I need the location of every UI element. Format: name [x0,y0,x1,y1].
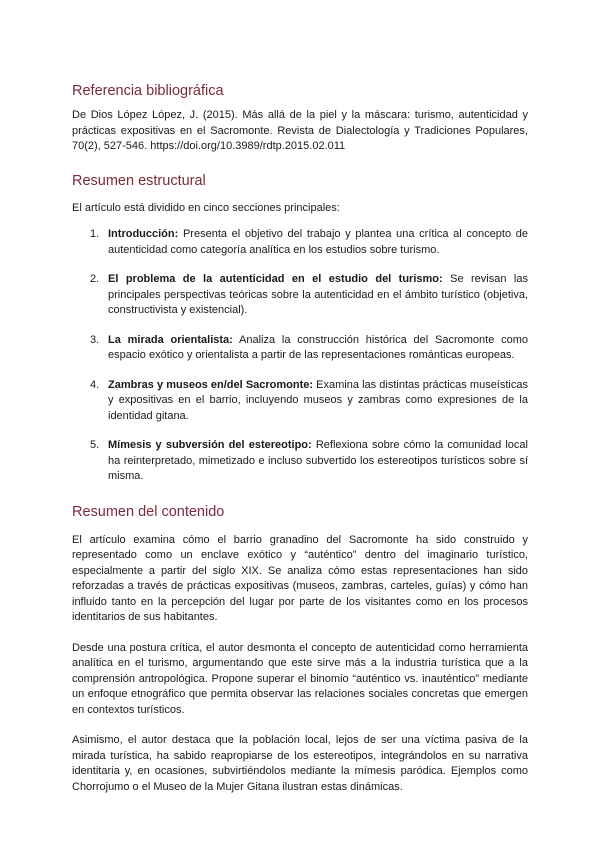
item-number: 5. [90,439,100,451]
structure-list [72,227,528,485]
structure-item [90,438,528,485]
reference-text: De Dios López López, J. (2015). Más allá de la piel y la máscara: turismo, autenticidad y prácticas expositivas en el Sacromonte. Revista de Dialectología y Tradiciones Populares, 70(2), 527-546. https://doi.org/10.3989/rdtp.2015.02.011 [72,109,528,152]
structure-intro: El artículo está dividido en cinco secciones principales: [72,201,340,214]
item-title: Zambras y museos en/del Sacromonte: [108,378,314,391]
item-text: Se revisan las principales perspectivas teóricas sobre la autenticidad en el ámbito turístico (objetiva, constructivista y existencial). [108,273,528,316]
item-text: Presenta el objetivo del trabajo y plantea una crítica al concepto de autenticidad como categoría analítica en los estudios sobre turismo. [108,228,528,256]
structure-item [90,378,528,425]
item-number: 2. [90,273,100,285]
content-paragraph: El artículo examina cómo el barrio granadino del Sacromonte ha sido construido y representado como un enclave exótico y “auténtico” dentro del imaginario turístico, especialmente a partir del siglo XIX. Se analiza cómo estas representaciones han sido reforzadas a través de prácticas expositivas (museos, zambras, carteles, guías) y cómo han influido tanto en la percepción del lugar por parte de los visitantes como en los procesos identitarios de sus habitantes. [72,533,528,623]
structure-item [90,227,528,258]
item-title: El problema de la autenticidad en el estudio del turismo: [108,273,443,285]
item-number: 3. [90,333,100,346]
item-title: Mímesis y subversión del estereotipo: [108,439,312,451]
reference-heading: Referencia bibliográfica [72,83,224,99]
item-text: Analiza la construcción histórica del Sacromonte como espacio exótico y orientalista a partir de las representaciones románticas europeas. [108,333,528,361]
content-paragraph: Desde una postura crítica, el autor desmonta el concepto de autenticidad como herramienta analítica en el turismo, argumentando que este sirve más a la industria turística que a la comprensión antropológica. Propone superar el binomio “auténtico vs. inauténtico” mediante un enfoque etnográfico que permita observar las relaciones sociales concretas que emergen en contextos turísticos. [72,641,528,716]
item-title: Introducción: [108,228,179,240]
item-number: 4. [90,378,100,391]
item-text: Examina las distintas prácticas museísticas y expositivas en el barrio, incluyendo museos y zambras como expresiones de la identidad gitana. [108,378,528,422]
structure-item [90,272,528,319]
item-title: La mirada orientalista: [108,333,233,346]
item-number: 1. [90,228,100,240]
structure-heading: Resumen estructural [72,172,206,189]
structure-item [90,333,528,364]
item-text: Reflexiona sobre cómo la comunidad local ha reinterpretado, mimetizado e incluso subvertido los estereotipos turísticos sobre sí misma. [108,439,528,482]
content-paragraph: Asimismo, el autor destaca que la población local, lejos de ser una víctima pasiva de la mirada turística, ha sabido reapropiarse de los estereotipos, integrándolos en su narrativa identitaria y, en ocasiones, subvirtiéndolos mediante la mímesis paródica. Ejemplos como Chorrojumo o el Museo de la Mujer Gitana ilustran estas dinámicas. [72,734,528,793]
content-heading: Resumen del contenido [72,503,225,520]
